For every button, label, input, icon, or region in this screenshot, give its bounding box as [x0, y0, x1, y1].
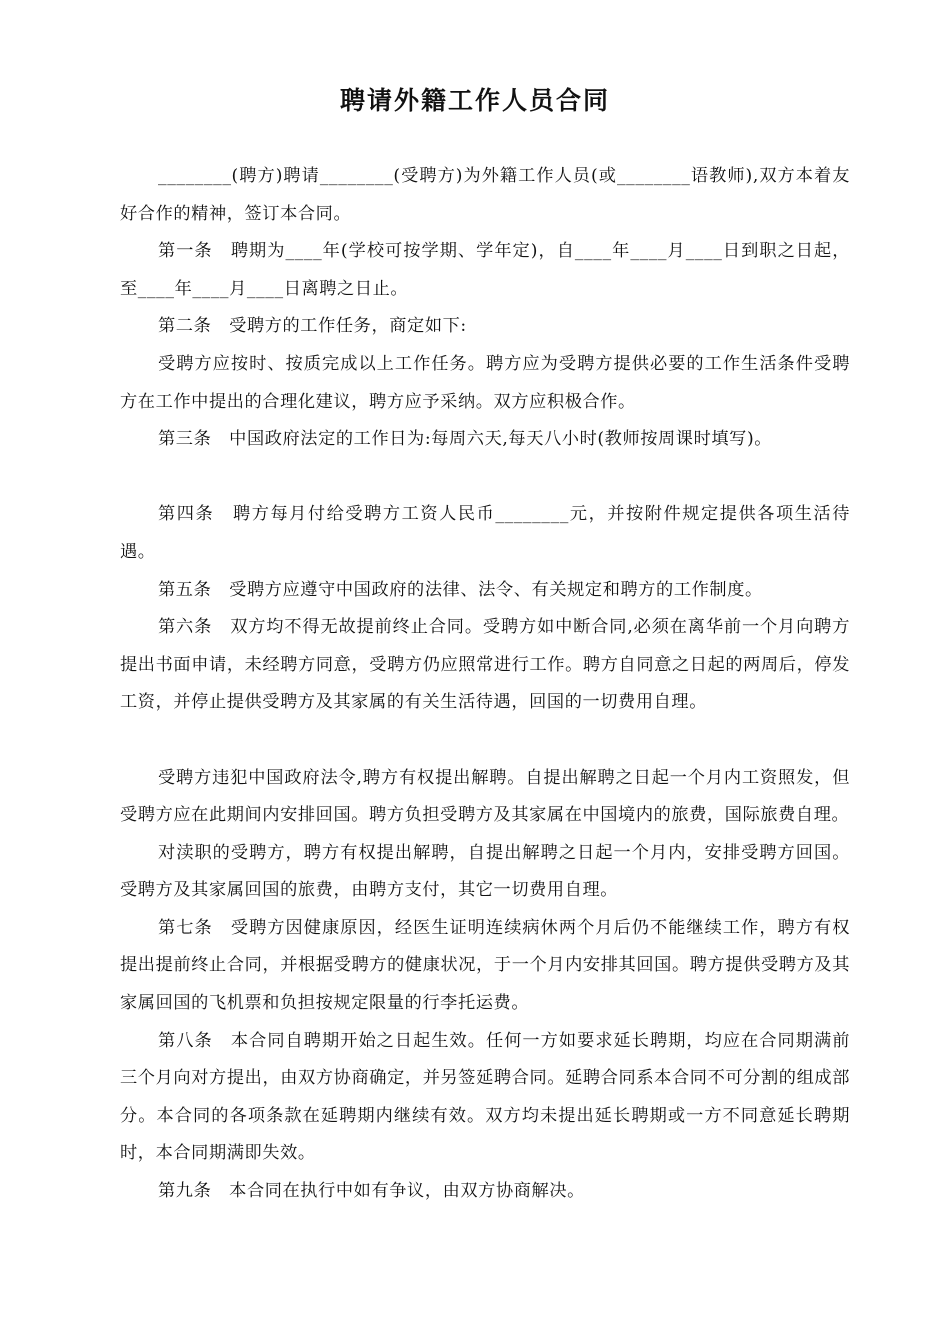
paragraph-article-4: 第四条 聘方每月付给受聘方工资人民币________元，并按附件规定提供各项生活待遇。	[120, 504, 850, 562]
paragraph-article-1: 第一条 聘期为____年(学校可按学期、学年定)，自____年____月____日到职之日起，至____年____月____日离聘之日止。	[120, 241, 850, 299]
paragraph-article-5: 第五条 受聘方应遵守中国政府的法律、法令、有关规定和聘方的工作制度。	[158, 579, 763, 600]
paragraph-article-2: 第二条 受聘方的工作任务，商定如下:	[158, 316, 467, 337]
blank-line	[120, 459, 850, 497]
document-title: 聘请外籍工作人员合同	[339, 86, 610, 115]
paragraph-article-2-detail: 受聘方应按时、按质完成以上工作任务。聘方应为受聘方提供必要的工作生活条件受聘方在工作中提出的合理化建议，聘方应予采纳。双方应积极合作。	[120, 353, 850, 412]
paragraph-article-9: 第九条 本合同在执行中如有争议，由双方协商解决。	[158, 1181, 585, 1202]
paragraph-article-6: 第六条 双方均不得无故提前终止合同。受聘方如中断合同,必须在离华前一个月向聘方提出书面申请，未经聘方同意，受聘方仍应照常进行工作。聘方自同意之日起的两周后，停发工资，并停止提供受聘方及其家属的有关生活待遇，回国的一切费用自理。	[120, 617, 850, 713]
document-body	[120, 158, 850, 1211]
paragraph-preamble: ________(聘方)聘请________(受聘方)为外籍工作人员(或________语教师),双方本着友好合作的精神，签订本合同。	[120, 166, 850, 224]
paragraph-article-6-negligence: 对渎职的受聘方，聘方有权提出解聘，自提出解聘之日起一个月内，安排受聘方回国。受聘方及其家属回国的旅费，由聘方支付，其它一切费用自理。	[120, 842, 850, 901]
paragraph-article-8: 第八条 本合同自聘期开始之日起生效。任何一方如要求延长聘期，均应在合同期满前三个月向对方提出，由双方协商确定，并另签延聘合同。延聘合同系本合同不可分割的组成部分。本合同的各项条款在延聘期内继续有效。双方均未提出延长聘期或一方不同意延长聘期时，本合同期满即失效。	[120, 1030, 850, 1164]
blank-line	[120, 722, 850, 760]
paragraph-article-6-dismissal: 受聘方违犯中国政府法令,聘方有权提出解聘。自提出解聘之日起一个月内工资照发，但受聘方应在此期间内安排回国。聘方负担受聘方及其家属在中国境内的旅费，国际旅费自理。	[120, 767, 850, 826]
paragraph-article-7: 第七条 受聘方因健康原因，经医生证明连续病休两个月后仍不能继续工作，聘方有权提出提前终止合同，并根据受聘方的健康状况，于一个月内安排其回国。聘方提供受聘方及其家属回国的飞机票和负担按规定限量的行李托运费。	[120, 917, 850, 1014]
paragraph-article-3: 第三条 中国政府法定的工作日为:每周六天,每天八小时(教师按周课时填写)。	[158, 429, 773, 450]
